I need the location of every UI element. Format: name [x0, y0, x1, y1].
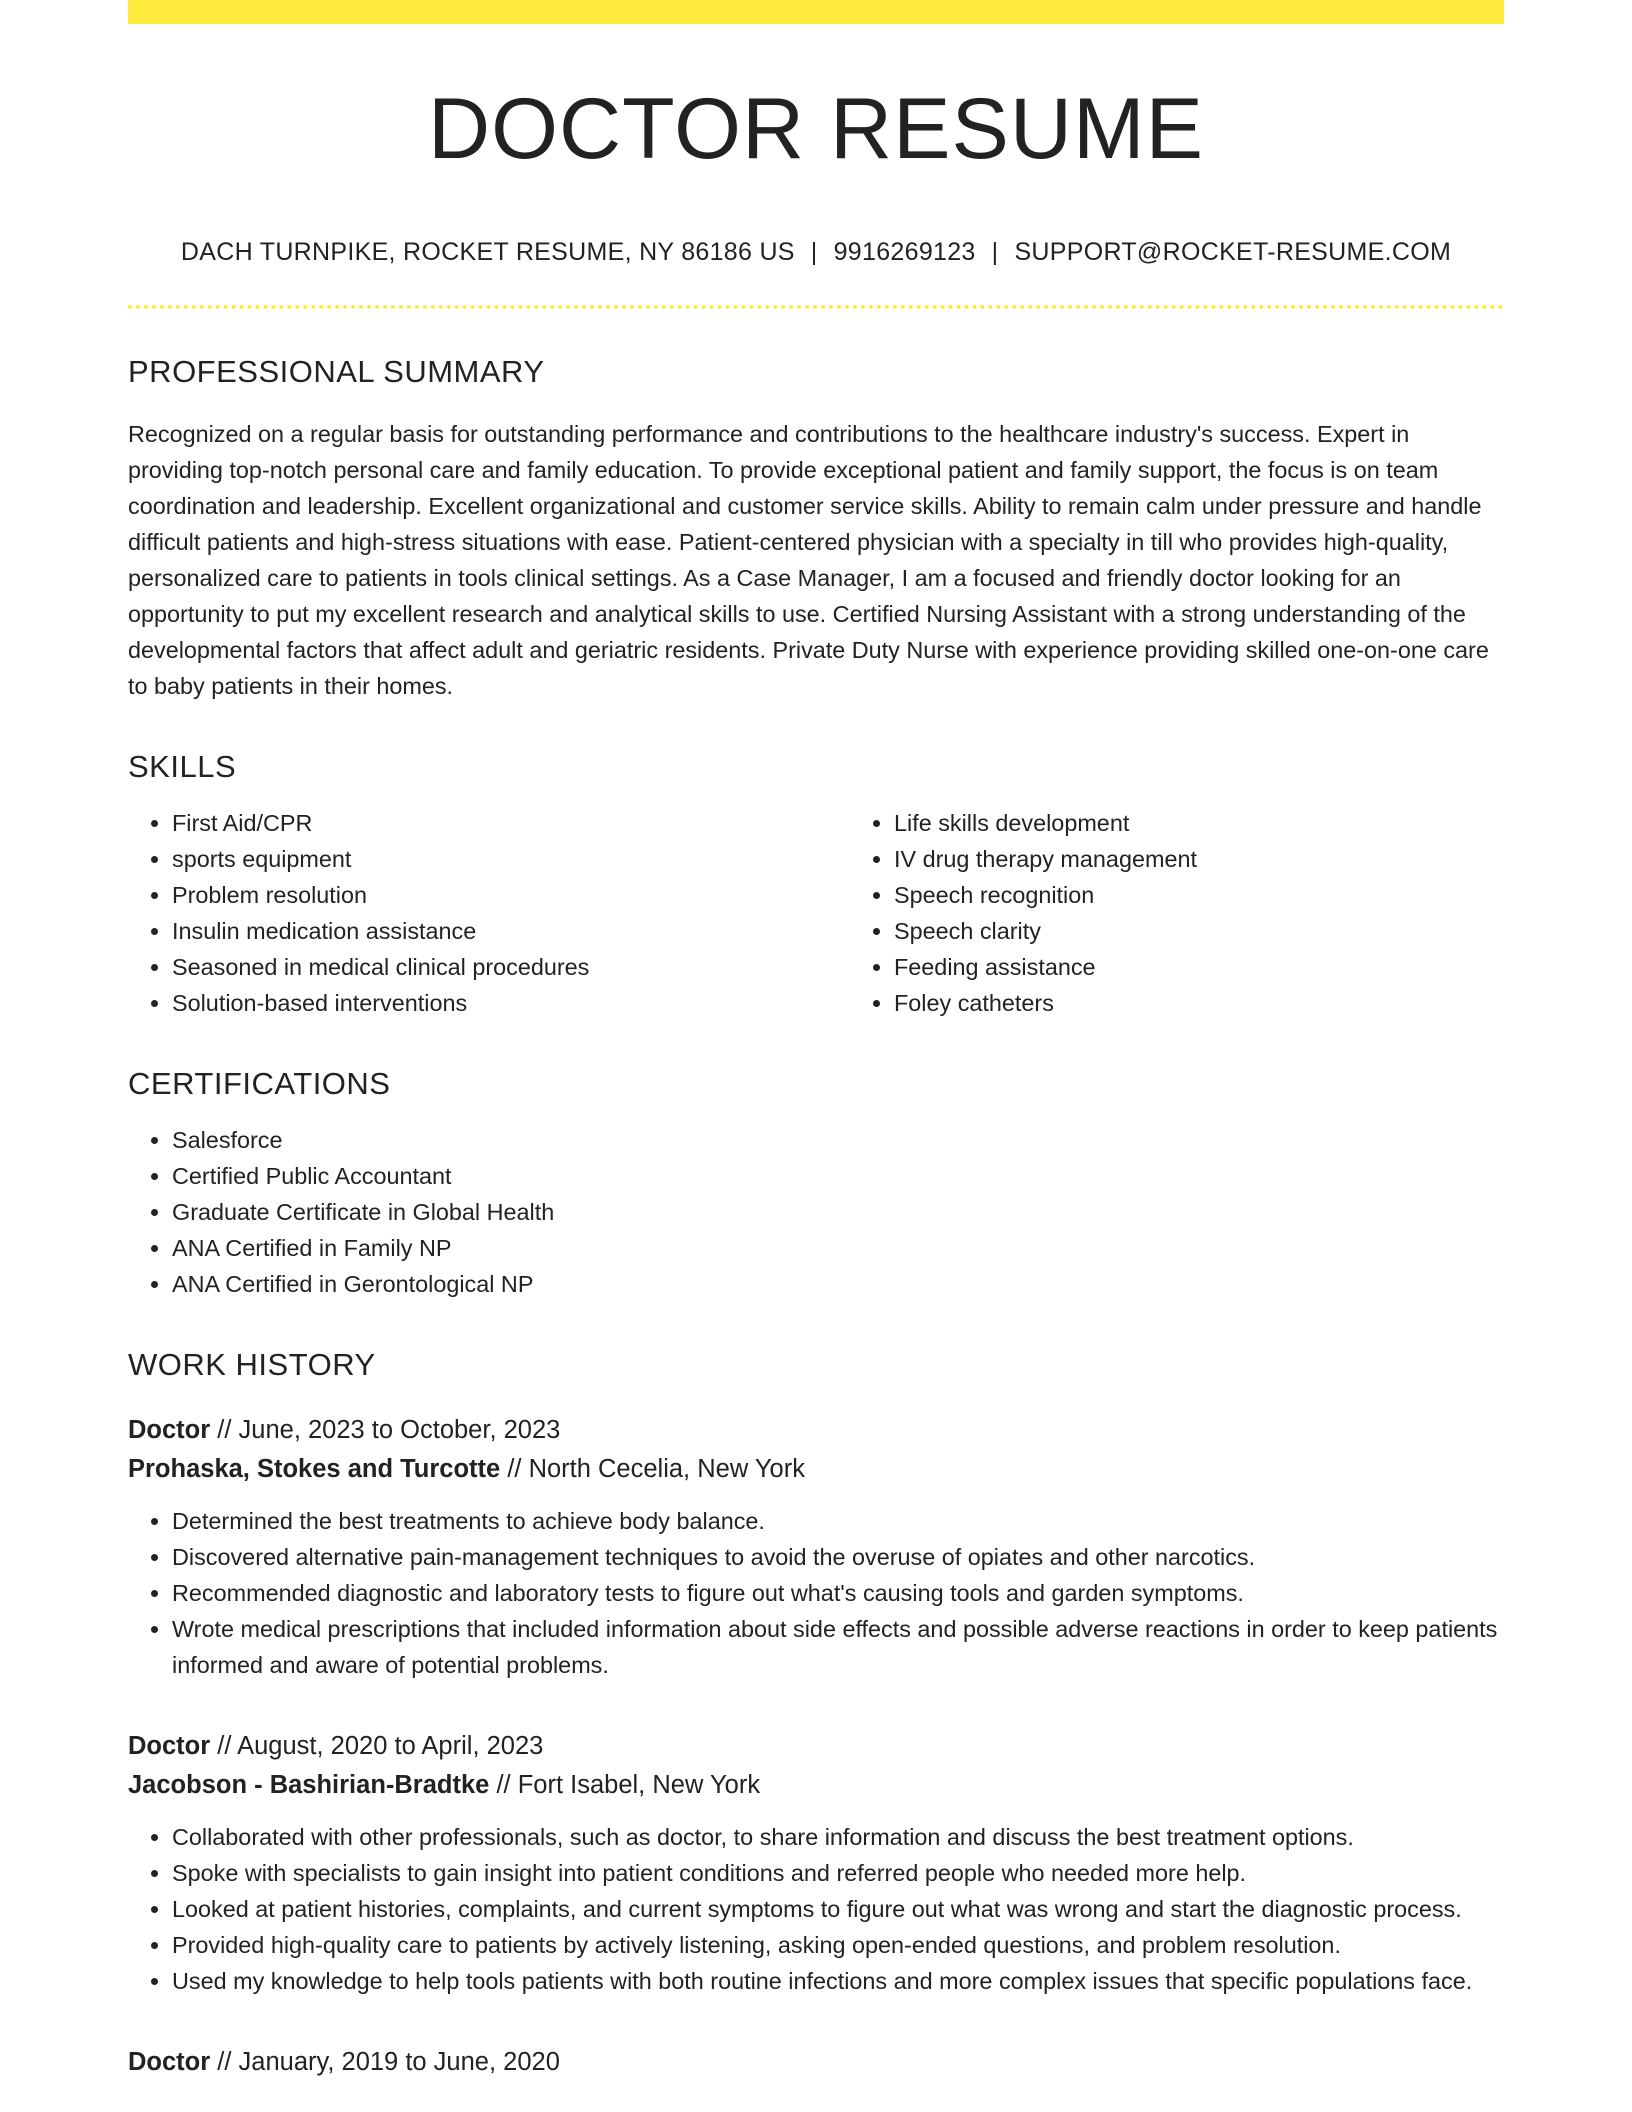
certification-item: • ANA Certified in Family NP [172, 1230, 1504, 1266]
skill-item: • Insulin medication assistance [172, 913, 850, 949]
summary-text: Recognized on a regular basis for outstanding performance and contributions to the healthcare industry's success. Expert in providing top-notch personal care and family education. To provide exceptional patient and family support, the focus is on team coordination and leadership. Excellent organizational and customer service skills. Ability to remain calm under pressure and handle difficult patients and high-stress situations with ease. Patient-centered physician with a specialty in till who provides high-quality, personalized care to patients in tools clinical settings. As a Case Manager, I am a focused and friendly doctor looking for an opportunity to put my excellent research and analytical skills to use. Certified Nursing Assistant with a strong understanding of the developmental factors that affect adult and geriatric residents. Private Duty Nurse with experience providing skilled one-on-one care to baby patients in their homes. [128, 420, 1489, 699]
job-bullets [128, 1503, 1504, 1683]
job-entry [128, 1411, 1504, 1683]
job-company: Jacobson - Bashirian-Bradtke [128, 1771, 490, 1800]
section-title-skills: SKILLS [128, 748, 237, 784]
contact-separator: | [991, 237, 999, 266]
skill-item: • Solution-based interventions [172, 985, 850, 1021]
job-company-line [128, 1450, 1504, 1489]
job-bullet: • Wrote medical prescriptions that included information about side effects and possible adverse reactions in order to keep patients informed and aware of potential problems. [172, 1611, 1504, 1683]
job-location: // North Cecelia, New York [507, 1455, 805, 1484]
skills-list-left [128, 805, 850, 1021]
certifications-list [128, 1122, 1504, 1302]
certification-item: • Certified Public Accountant [172, 1158, 1504, 1194]
top-accent-bar [128, 0, 1504, 24]
job-dates: // June, 2023 to October, 2023 [217, 1416, 561, 1445]
contact-phone: 9916269123 [833, 237, 976, 266]
job-bullet: • Used my knowledge to help tools patients with both routine infections and more complex issues that specific populations face. [172, 1963, 1504, 1999]
job-role-line [128, 1727, 1504, 1766]
job-entry [128, 1727, 1504, 1999]
job-dates: // August, 2020 to April, 2023 [217, 1732, 544, 1761]
skill-item: • Seasoned in medical clinical procedures [172, 949, 850, 985]
skill-item: • sports equipment [172, 841, 850, 877]
job-bullet: • Determined the best treatments to achieve body balance. [172, 1503, 1504, 1539]
section-title-summary: PROFESSIONAL SUMMARY [128, 353, 545, 389]
job-bullet: • Collaborated with other professionals, such as doctor, to share information and discuss the best treatment options. [172, 1819, 1504, 1855]
section-title-certifications: CERTIFICATIONS [128, 1065, 391, 1101]
skills-grid [128, 805, 1504, 1021]
job-bullet: • Discovered alternative pain-management techniques to avoid the overuse of opiates and other narcotics. [172, 1539, 1504, 1575]
certification-item: • Salesforce [172, 1122, 1504, 1158]
job-company-line [128, 1766, 1504, 1805]
job-role-line [128, 2043, 1504, 2082]
contact-email: SUPPORT@ROCKET-RESUME.COM [1014, 237, 1452, 266]
section-title-work-history: WORK HISTORY [128, 1347, 376, 1383]
certification-item: • Graduate Certificate in Global Health [172, 1194, 1504, 1230]
job-bullet: • Recommended diagnostic and laboratory tests to figure out what's causing tools and garden symptoms. [172, 1575, 1504, 1611]
resume-title: DOCTOR RESUME [428, 81, 1204, 177]
job-company: Prohaska, Stokes and Turcotte [128, 1455, 501, 1484]
job-role: Doctor [128, 1416, 211, 1445]
job-bullets [128, 1819, 1504, 1999]
skill-item: • Speech recognition [894, 877, 1572, 913]
skill-item: • First Aid/CPR [172, 805, 850, 841]
skill-item: • Speech clarity [894, 913, 1572, 949]
skill-item: • Problem resolution [172, 877, 850, 913]
skill-item: • Life skills development [894, 805, 1572, 841]
job-dates: // January, 2019 to June, 2020 [217, 2048, 560, 2077]
job-entry [128, 2043, 1504, 2082]
job-role: Doctor [128, 2048, 211, 2077]
contact-address: DACH TURNPIKE, ROCKET RESUME, NY 86186 US [180, 237, 795, 266]
job-bullet: • Looked at patient histories, complaints, and current symptoms to figure out what was wrong and start the diagnostic process. [172, 1891, 1504, 1927]
job-location: // Fort Isabel, New York [496, 1771, 761, 1800]
dotted-divider [128, 305, 1504, 309]
work-history-list [128, 1411, 1504, 2082]
certification-item: • ANA Certified in Gerontological NP [172, 1266, 1504, 1302]
job-role: Doctor [128, 1732, 211, 1761]
skill-item: • Feeding assistance [894, 949, 1572, 985]
skills-list-right [850, 805, 1572, 1021]
contact-separator: | [810, 237, 818, 266]
skill-item: • IV drug therapy management [894, 841, 1572, 877]
resume-content [128, 24, 1504, 2082]
job-bullet: • Spoke with specialists to gain insight into patient conditions and referred people who needed more help. [172, 1855, 1504, 1891]
skill-item: • Foley catheters [894, 985, 1572, 1021]
job-bullet: • Provided high-quality care to patients by actively listening, asking open-ended questions, and problem resolution. [172, 1927, 1504, 1963]
job-role-line [128, 1411, 1504, 1450]
contact-line [128, 237, 1504, 267]
